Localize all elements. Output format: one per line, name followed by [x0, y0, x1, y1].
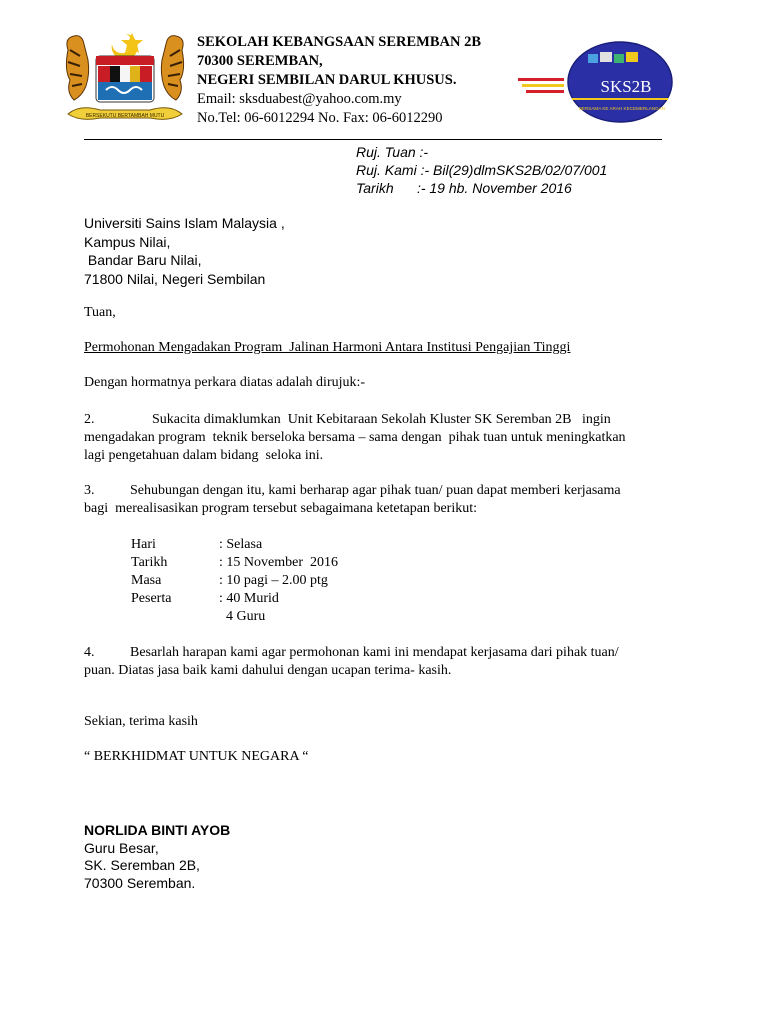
closing-line: Sekian, terima kasih	[84, 714, 198, 729]
paragraph-text: mengadakan program teknik berseloka bersama – sama dengan pihak tuan untuk meningkatkan	[84, 430, 626, 445]
paragraph-text: bagi merealisasikan program tersebut sebagaimana ketetapan berikut:	[84, 501, 478, 516]
detail-row	[131, 554, 338, 572]
school-postcode-city: 70300 SEREMBAN,	[197, 53, 323, 69]
recipient-line: Bandar Baru Nilai,	[84, 252, 202, 268]
detail-value: : Selasa	[219, 537, 263, 552]
sks2b-logo-text: SKS2B	[600, 77, 652, 96]
detail-row	[131, 608, 338, 626]
sks2b-logo	[518, 40, 674, 124]
signatory-city: 70300 Seremban.	[84, 874, 196, 891]
detail-row	[131, 572, 338, 590]
ruj-kami: Ruj. Kami :- Bil(29)dlmSKS2B/02/07/001	[356, 162, 608, 178]
paragraph-text: Sehubungan dengan itu, kami berharap agar pihak tuan/ puan dapat memberi kerjasama	[130, 483, 621, 498]
detail-label: Masa	[131, 573, 162, 588]
detail-label: Peserta	[131, 591, 172, 606]
signatory-name: NORLIDA BINTI AYOB	[84, 822, 231, 838]
paragraph-text: puan. Diatas jasa baik kami dahului dengan ucapan terima- kasih.	[84, 663, 452, 678]
paragraph-2	[84, 411, 674, 465]
paragraph-number: 4.	[84, 645, 95, 660]
detail-value: 4 Guru	[219, 609, 266, 624]
detail-value: : 10 pagi – 2.00 ptg	[219, 573, 328, 588]
salutation: Tuan,	[84, 305, 116, 320]
school-header	[197, 33, 481, 128]
recipient-line: Universiti Sains Islam Malaysia ,	[84, 215, 285, 231]
subject-line: Permohonan Mengadakan Program Jalinan Harmoni Antara Institusi Pengajian Tinggi	[84, 340, 571, 355]
school-state: NEGERI SEMBILAN DARUL KHUSUS.	[197, 72, 457, 88]
recipient-line: 71800 Nilai, Negeri Sembilan	[84, 270, 266, 287]
school-phone-fax: No.Tel: 06-6012294 No. Fax: 06-6012290	[197, 110, 443, 126]
detail-row	[131, 590, 338, 608]
school-email: Email: sksduabest@yahoo.com.my	[197, 91, 402, 107]
signatory-school: SK. Seremban 2B,	[84, 857, 200, 873]
recipient-line: Kampus Nilai,	[84, 233, 171, 250]
paragraph-text: Besarlah harapan kami agar permohonan kami ini mendapat kerjasama dari pihak tuan/	[130, 645, 619, 660]
detail-row	[131, 536, 338, 554]
opening-line: Dengan hormatnya perkara diatas adalah dirujuk:-	[84, 375, 366, 390]
sks2b-logo-motto: BERSAMA KE ARAH KECEMERLANGAN	[578, 106, 666, 111]
tarikh: Tarikh :- 19 hb. November 2016	[356, 180, 572, 196]
signature-block	[84, 822, 230, 892]
ruj-tuan: Ruj. Tuan :-	[356, 144, 429, 160]
reference-block	[356, 143, 607, 197]
programme-details	[131, 536, 338, 626]
signatory-title: Guru Besar,	[84, 839, 159, 856]
motto-line: “ BERKHIDMAT UNTUK NEGARA “	[84, 749, 309, 764]
header-divider	[84, 139, 662, 140]
detail-label: Tarikh	[131, 555, 168, 570]
paragraph-number: 3.	[84, 483, 95, 498]
coat-of-arms-logo	[60, 30, 190, 125]
detail-value: : 15 November 2016	[219, 555, 338, 570]
recipient-address	[84, 214, 285, 288]
paragraph-4	[84, 644, 674, 680]
detail-value: : 40 Murid	[219, 591, 279, 606]
detail-label	[131, 608, 219, 626]
school-name: SEKOLAH KEBANGSAAN SEREMBAN 2B	[197, 34, 482, 50]
detail-label: Hari	[131, 537, 156, 552]
paragraph-3	[84, 482, 674, 518]
paragraph-text: lagi pengetahuan dalam bidang seloka ini.	[84, 448, 324, 463]
paragraph-text: Sukacita dimaklumkan Unit Kebitaraan Sekolah Kluster SK Seremban 2B ingin	[152, 412, 611, 427]
crest-motto: BERSEKUTU BERTAMBAH MUTU	[85, 113, 165, 119]
paragraph-number: 2.	[84, 412, 95, 427]
